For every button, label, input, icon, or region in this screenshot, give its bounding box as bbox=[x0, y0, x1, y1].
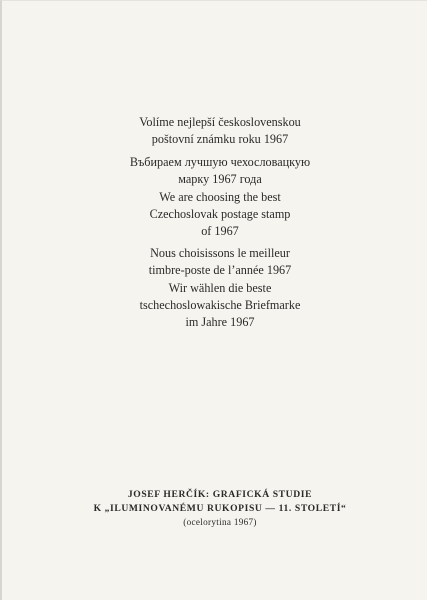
statement-line: poštovní známku roku 1967 bbox=[151, 132, 289, 146]
statement-bulgarian bbox=[100, 154, 340, 188]
statement-line: of 1967 bbox=[201, 224, 239, 238]
statement-german bbox=[100, 280, 340, 331]
caption-technique: (ocelorytina 1967) bbox=[183, 517, 257, 527]
statement-line: im Jahre 1967 bbox=[185, 315, 255, 329]
statement-line: tschechoslowakische Briefmarke bbox=[139, 298, 301, 312]
caption-subject: K „ILUMINOVANÉMU RUKOPISU — 11. STOLETÍ“ bbox=[93, 503, 347, 514]
statement-line: timbre-poste de l’année 1967 bbox=[148, 263, 292, 277]
statement-line: марку 1967 года bbox=[178, 172, 262, 186]
statement-line: We are choosing the best bbox=[159, 190, 281, 204]
statement-line: Czechoslovak postage stamp bbox=[149, 207, 291, 221]
caption-author-title: JOSEF HERČÍK: GRAFICKÁ STUDIE bbox=[127, 489, 313, 500]
statement-line: Nous choisissons le meilleur bbox=[150, 246, 290, 260]
statement-line: Въбираем лучшую чехословацкую bbox=[129, 155, 311, 169]
statement-czech bbox=[100, 114, 340, 148]
artwork-caption bbox=[60, 488, 380, 529]
statement-line: Wir wählen die beste bbox=[168, 281, 272, 295]
statement-english bbox=[100, 189, 340, 240]
statement-line: Volíme nejlepší československou bbox=[139, 115, 301, 129]
statement-french bbox=[100, 245, 340, 279]
